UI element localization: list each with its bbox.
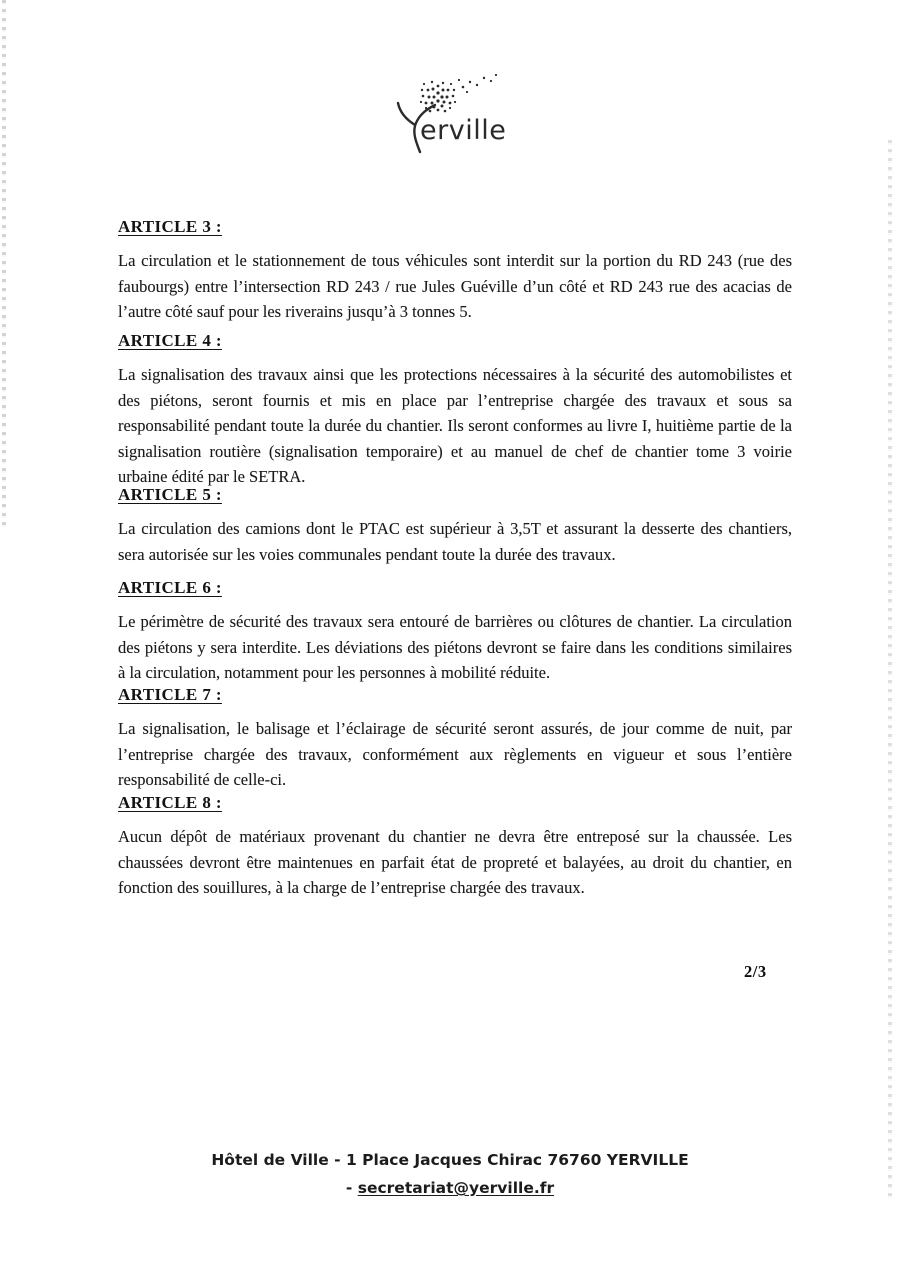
article-heading: ARTICLE 4 : — [118, 331, 222, 350]
dandelion-icon — [393, 72, 533, 162]
article-heading: ARTICLE 7 : — [118, 685, 222, 704]
scan-artifact-left — [2, 0, 6, 530]
article-5-section — [118, 484, 792, 567]
article-body: Aucun dépôt de matériaux provenant du chantier ne devra être entreposé sur la chaussée. Les chaussées devront être maintenues en parfait état de propreté et balayées, au droit du chantier, en fonction des souillures, à la charge de l’entreprise chargée des travaux. — [118, 827, 792, 898]
article-body: La signalisation des travaux ainsi que les protections nécessaires à la sécurité des automobilistes et des piétons, seront fournis et mis en place par l’entreprise chargée des travaux et sous sa responsabilité pendant toute la durée du chantier. Ils seront conformes au livre I, huitième partie de la signalisation routière (signalisation temporaire) et au manuel de chef de chantier tome 3 voirie urbaine édité par le SETRA. — [118, 365, 792, 487]
scan-artifact-right — [888, 140, 892, 1200]
article-heading: ARTICLE 8 : — [118, 793, 222, 812]
article-heading: ARTICLE 3 : — [118, 217, 222, 236]
page-number: 2/3 — [744, 962, 767, 981]
footer-email-line — [0, 1174, 900, 1202]
yerville-logo — [393, 72, 533, 162]
article-7-section — [118, 684, 792, 793]
article-3-section — [118, 216, 792, 325]
article-body: La signalisation, le balisage et l’éclairage de sécurité seront assurés, de jour comme de nuit, par l’entreprise chargée des travaux, conformément aux règlements en vigueur et sous l’entière responsabilité de celle-ci. — [118, 719, 792, 790]
article-4-section — [118, 330, 792, 490]
footer-email-link[interactable]: secretariat@yerville.fr — [357, 1179, 555, 1197]
article-heading: ARTICLE 5 : — [118, 485, 222, 504]
article-body: Le périmètre de sécurité des travaux sera entouré de barrières ou clôtures de chantier. La circulation des piétons y sera interdite. Les déviations des piétons devront se faire dans les conditions similaires à la circulation, notamment pour les personnes à mobilité réduite. — [118, 612, 792, 683]
article-8-section — [118, 792, 792, 901]
footer-email-prefix: - — [345, 1179, 358, 1197]
article-heading: ARTICLE 6 : — [118, 578, 222, 597]
article-body: La circulation des camions dont le PTAC est supérieur à 3,5T et assurant la desserte des chantiers, sera autorisée sur les voies communales pendant toute la durée des travaux. — [118, 519, 792, 564]
footer-address: Hôtel de Ville - 1 Place Jacques Chirac 76760 YERVILLE — [211, 1151, 689, 1169]
logo-text: erville — [420, 115, 507, 146]
article-body: La circulation et le stationnement de tous véhicules sont interdit sur la portion du RD 243 (rue des faubourgs) entre l’intersection RD 243 / rue Jules Guéville d’un côté et RD 243 rue des acacias de l’autre côté sauf pour les riverains jusqu’à 3 tonnes 5. — [118, 251, 792, 322]
document-footer — [0, 1146, 900, 1202]
article-6-section — [118, 577, 792, 686]
